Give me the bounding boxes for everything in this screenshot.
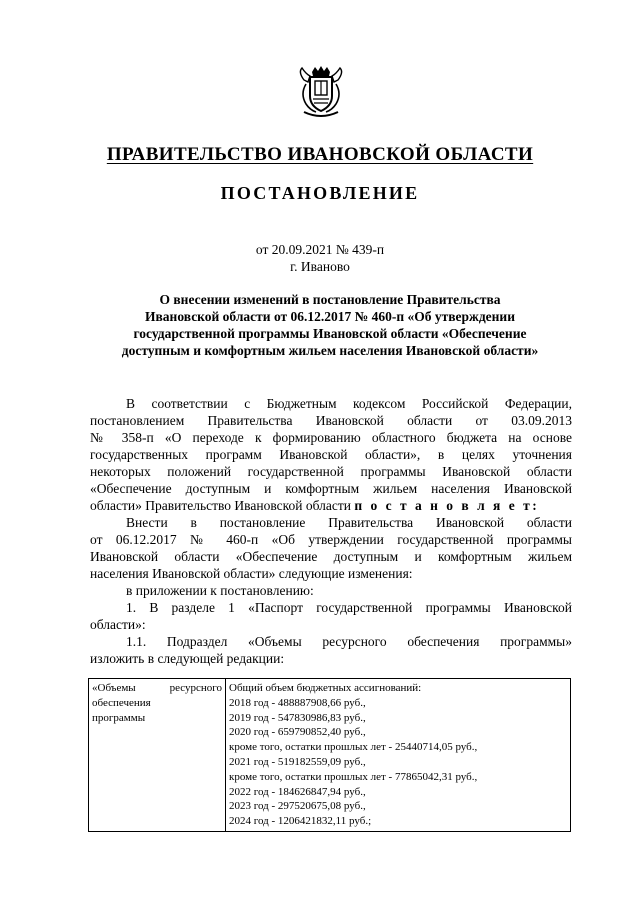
paragraph-line: области»: [90,617,146,632]
paragraph-line: населения Ивановской области» следующие изменения: [90,566,413,581]
paragraph-line: Ивановской области «Обеспечение доступным и комфортным жильем [90,549,572,564]
table-cell-values: Общий объем бюджетных ассигнований: 2018 год - 488887908,66 руб., 2019 год - 547830986,83 руб., 2020 год - 659790852,40 руб., кроме того, остатки прошлых лет - 25440714,05 руб., 2021 год - 519182559,09 руб., кроме того, остатки прошлых лет - 77865042,31 руб., 2022 год - 184626847,94 руб., 2023 год - 297520675,08 руб., 2024 год - 1206421832,11 руб.; [226,679,571,832]
paragraph-line: области» Правительство Ивановской области п о с т а н о в л я е т: [90,498,540,513]
paragraph-line: некоторых положений государственной программы Ивановской области [90,464,572,479]
coat-of-arms-emblem [296,66,346,118]
paragraph-line: 1.1. Подраздел «Объемы ресурсного обеспечения программы» [126,634,572,649]
paragraph-line: № 358-п «О переходе к формированию областного бюджета на основе [90,430,572,445]
paragraph-line: Внести в постановление Правительства Ивановской области [126,515,572,530]
organization-title: ПРАВИТЕЛЬСТВО ИВАНОВСКОЙ ОБЛАСТИ [106,144,534,165]
paragraph-line: 1. В разделе 1 «Паспорт государственной программы Ивановской [126,600,572,615]
decree-word: п о с т а н о в л я е т: [354,498,540,513]
paragraph-line: от 06.12.2017 № 460-п «Об утверждении государственной программы [90,532,572,547]
paragraph-line: изложить в следующей редакции: [90,651,285,666]
paragraph-line: В соответствии с Бюджетным кодексом Российской Федерации, [126,396,572,411]
date-number: от 20.09.2021 № 439-п [255,242,385,257]
resource-table [88,678,571,832]
document-subject: О внесении изменений в постановление Правительства Ивановской области от 06.12.2017 № 460-п «Об утверждении государственной программы Ивановской области «Обеспечение доступным и комфортным жильем населения Ивановской области» [121,292,539,358]
document-type: ПОСТАНОВЛЕНИЕ [220,183,420,203]
table-row [89,679,571,832]
paragraph-line: «Обеспечение доступным и комфортным жильем населения Ивановской [90,481,572,496]
paragraph-line: постановлением Правительства Ивановской области от 03.09.2013 [90,413,572,428]
paragraph-line: в приложении к постановлению: [126,583,314,598]
document-body [90,395,572,667]
document-meta [0,241,640,275]
table-cell-label: «Объемы ресурсного обеспечения программы [89,679,226,832]
city: г. Иваново [290,259,350,274]
paragraph-line: государственных программ Ивановской области», в целях уточнения [90,447,572,462]
